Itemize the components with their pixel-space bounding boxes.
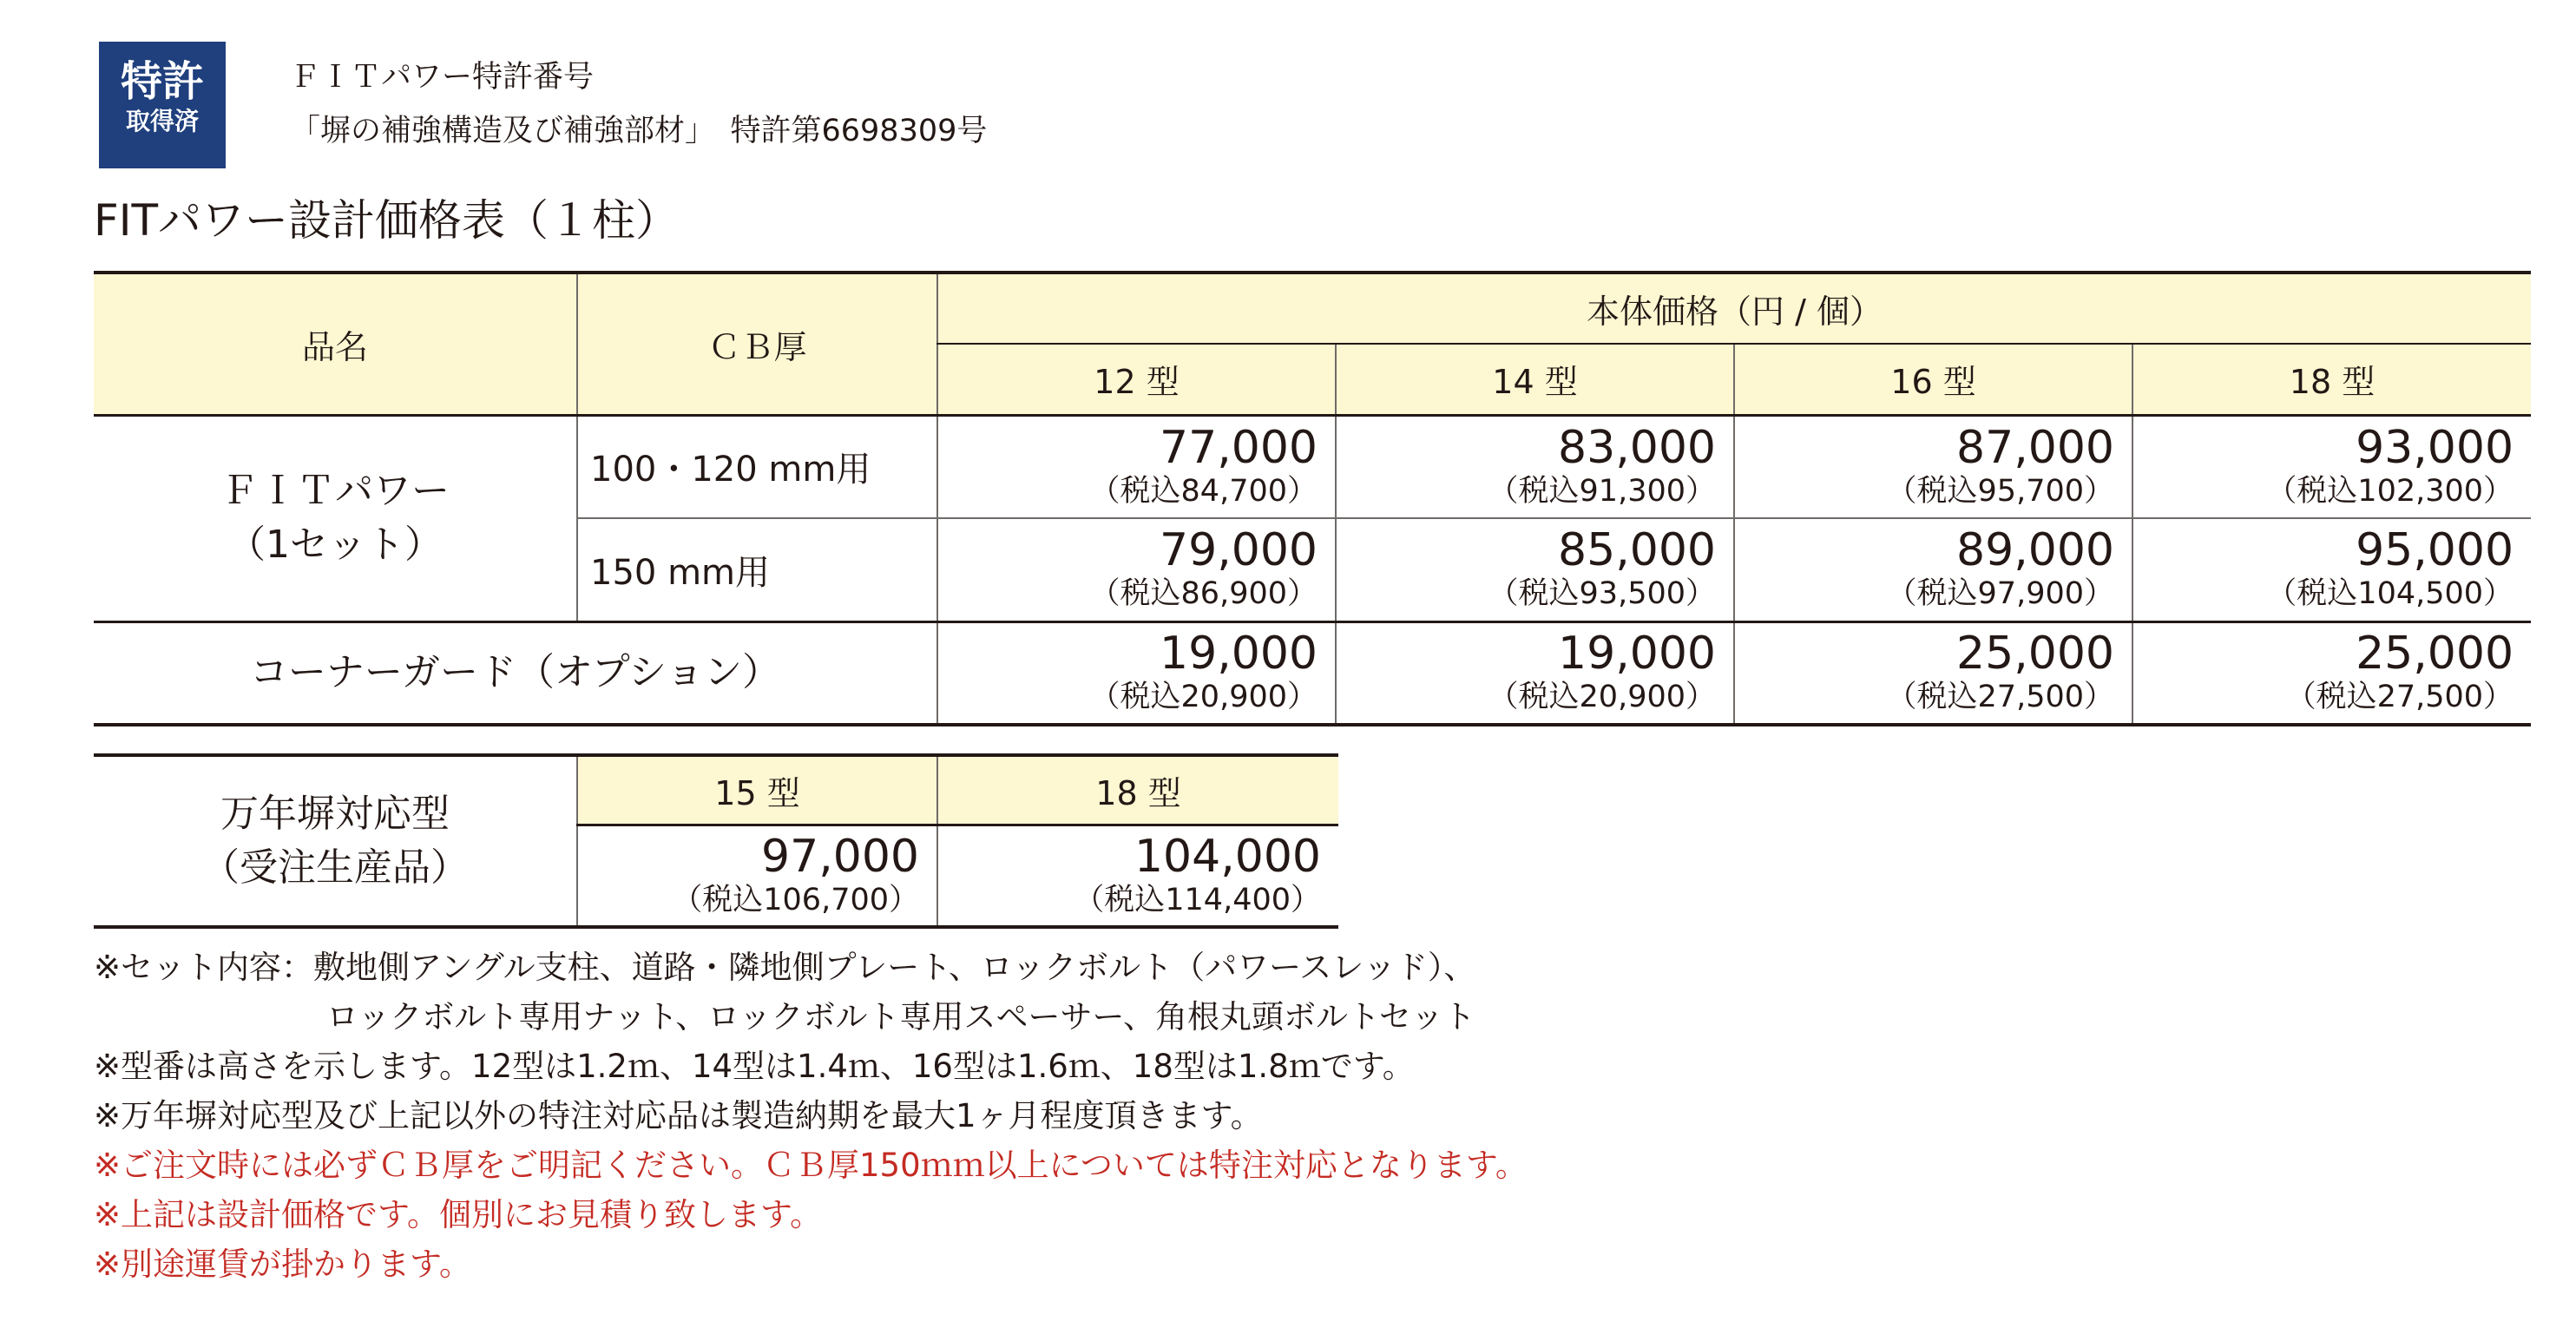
price-cell xyxy=(1734,621,2132,725)
price-main: 19,000 xyxy=(1558,628,1716,680)
price-cell xyxy=(1336,415,1734,518)
product-name-line2: （1セット） xyxy=(227,523,443,567)
price-cell xyxy=(2132,621,2531,725)
product-name-line1: ＦＩＴパワー xyxy=(220,469,450,513)
header-model-18: 18 型 xyxy=(2132,344,2531,415)
price-tax: （税込27,500） xyxy=(1886,680,2114,715)
header-model-18: 18 型 xyxy=(937,755,1338,825)
note-shipping: ※別途運賃が掛かります。 xyxy=(94,1246,472,1283)
header-model-16: 16 型 xyxy=(1734,344,2132,415)
patent-line2: 「塀の補強構造及び補強部材」 特許第6698309号 xyxy=(290,114,988,148)
price-main: 25,000 xyxy=(1956,628,2114,680)
badge-line1: 特許 xyxy=(120,57,204,106)
price-tax: （税込27,500） xyxy=(2285,680,2514,715)
price-main: 87,000 xyxy=(1956,421,2114,474)
price-main: 104,000 xyxy=(1134,830,1321,883)
patent-info xyxy=(290,50,987,158)
header-product-name: 品名 xyxy=(94,273,577,415)
cb-thickness-cell: 100・120 mm用 xyxy=(577,415,937,518)
notes xyxy=(94,943,1528,1289)
cb-thickness-cell: 150 mm用 xyxy=(577,518,937,621)
price-cell xyxy=(2132,415,2531,518)
price-main: 93,000 xyxy=(2356,421,2514,474)
price-main: 19,000 xyxy=(1160,628,1318,680)
table-row xyxy=(94,621,2531,725)
price-main: 85,000 xyxy=(1558,524,1716,577)
price-cell xyxy=(1336,518,1734,621)
header-cb-thickness: ＣＢ厚 xyxy=(577,273,937,415)
price-tax: （税込84,700） xyxy=(1089,473,1318,509)
price-cell xyxy=(937,621,1336,725)
note-model-height: ※型番は高さを示します。12型は1.2ｍ、14型は1.4ｍ、16型は1.6ｍ、18型は1.8ｍです。 xyxy=(94,1048,1415,1085)
header-model-12: 12 型 xyxy=(937,344,1336,415)
product-fit-power xyxy=(94,415,577,621)
price-tax: （税込97,900） xyxy=(1886,576,2114,612)
price-tax: （税込20,900） xyxy=(1089,680,1318,715)
price-cell xyxy=(1734,518,2132,621)
note-lead-time: ※万年塀対応型及び上記以外の特注対応品は製造納期を最大1ヶ月程度頂きます。 xyxy=(94,1097,1263,1134)
price-tax: （税込106,700） xyxy=(672,882,919,917)
price-main: 89,000 xyxy=(1956,524,2114,577)
product-corner-guard: コーナーガード（オプション） xyxy=(94,621,937,725)
price-cell xyxy=(1734,415,2132,518)
price-main: 95,000 xyxy=(2356,524,2514,577)
table-header-row xyxy=(94,755,1338,825)
price-cell xyxy=(2132,518,2531,621)
price-main: 79,000 xyxy=(1160,524,1318,577)
price-tax: （税込93,500） xyxy=(1488,576,1716,612)
header-price-group: 本体価格（円 / 個） xyxy=(937,273,2531,344)
price-tax: （税込114,400） xyxy=(1074,882,1321,917)
table-row xyxy=(94,415,2531,518)
price-tax: （税込102,300） xyxy=(2266,473,2514,509)
patent-badge xyxy=(99,42,226,168)
note-cb-thickness: ※ご注文時には必ずＣＢ厚をご明記ください。ＣＢ厚150ｍｍ以上については特注対応となります。 xyxy=(94,1147,1528,1184)
price-main: 83,000 xyxy=(1558,421,1716,474)
price-cell xyxy=(937,415,1336,518)
header-model-14: 14 型 xyxy=(1336,344,1734,415)
price-tax: （税込20,900） xyxy=(1488,680,1716,715)
badge-line2: 取得済 xyxy=(125,107,199,135)
product-name-line1: 万年塀対応型 xyxy=(220,792,450,836)
price-tax: （税込95,700） xyxy=(1886,473,2114,509)
price-cell xyxy=(937,518,1336,621)
price-tax: （税込104,500） xyxy=(2266,576,2514,612)
product-manen-type xyxy=(94,755,577,927)
header-model-15: 15 型 xyxy=(577,755,937,825)
manen-price-table xyxy=(94,753,1338,929)
note-set-contents: ※セット内容：敷地側アングル支柱、道路・隣地側プレート、ロックボルト（パワースレッド）、 xyxy=(94,949,1476,986)
price-main: 97,000 xyxy=(761,830,919,883)
price-tax: （税込91,300） xyxy=(1488,473,1716,509)
product-name-line2: （受注生産品） xyxy=(201,845,469,890)
page-title: FITパワー設計価格表（１柱） xyxy=(94,195,680,246)
price-tax: （税込86,900） xyxy=(1089,576,1318,612)
price-main: 77,000 xyxy=(1160,421,1318,474)
note-set-contents-cont: ロックボルト専用ナット、ロックボルト専用スペーサー、角根丸頭ボルトセット xyxy=(326,998,1475,1035)
patent-line1: ＦＩＴパワー特許番号 xyxy=(290,60,595,95)
note-design-price: ※上記は設計価格です。個別にお見積り致します。 xyxy=(94,1196,823,1233)
table-header-row xyxy=(94,273,2531,344)
price-table xyxy=(94,271,2531,726)
price-cell xyxy=(937,825,1338,927)
price-cell xyxy=(1336,621,1734,725)
price-cell xyxy=(577,825,937,927)
price-main: 25,000 xyxy=(2356,628,2514,680)
